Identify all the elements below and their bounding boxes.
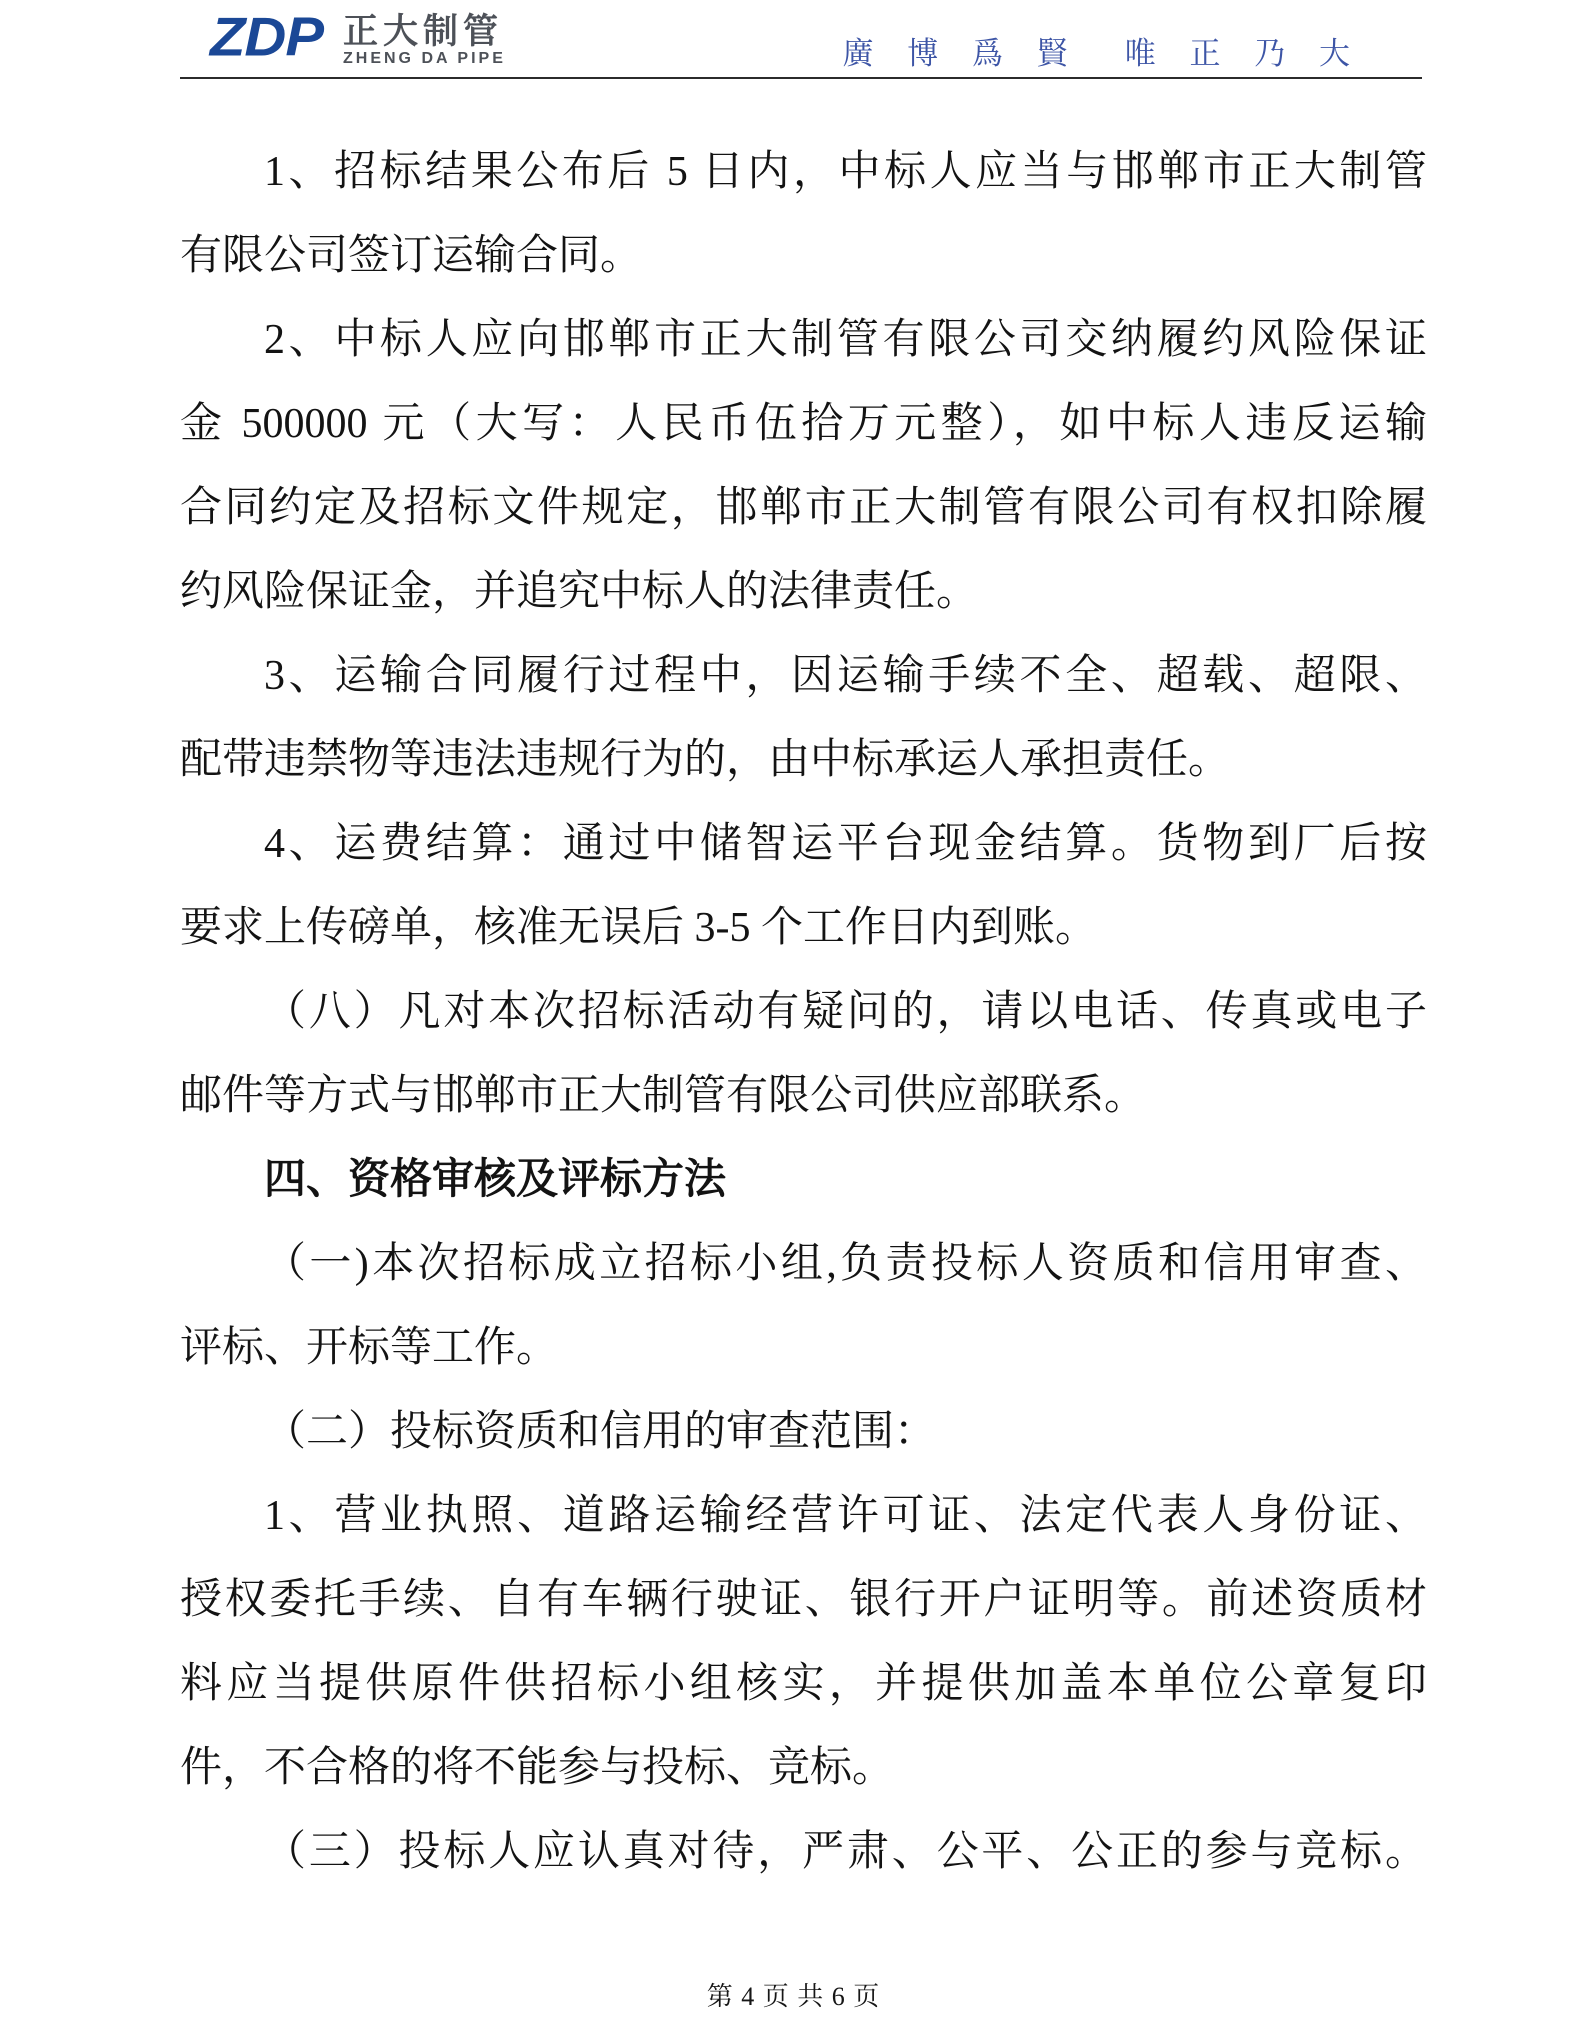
para-2-performance-deposit — [180, 298, 1427, 634]
text-line: 评标、开标等工作。 — [180, 1325, 559, 1371]
header-divider — [180, 77, 1422, 79]
text-line: 有限公司签订运输合同。 — [180, 233, 643, 279]
text-line: （一)本次招标成立招标小组,负责投标人资质和信用审查、 — [264, 1241, 1427, 1287]
document-body — [180, 130, 1427, 1894]
zdp-logo-mark: ZDP — [210, 6, 323, 69]
company-motto: 廣 博 爲 賢 唯 正 乃 大 — [842, 36, 1363, 71]
para-4-2-review-scope — [180, 1390, 1427, 1474]
para-3-transport-liability — [180, 634, 1427, 802]
company-name-english: ZHENG DA PIPE — [343, 50, 506, 67]
para-4-2-1-required-documents — [180, 1474, 1427, 1810]
text-line: 约风险保证金，并追究中标人的法律责任。 — [180, 569, 979, 615]
company-logo — [210, 6, 506, 69]
text-line: 1、招标结果公布后 5 日内，中标人应当与邯郸市正大制管 — [264, 149, 1427, 195]
text-line: 金 500000 元（大写：人民币伍拾万元整），如中标人违反运输 — [180, 401, 1427, 447]
para-4-3-bidder-conduct — [180, 1810, 1427, 1894]
para-8-contact-info — [180, 970, 1427, 1138]
logo-names — [343, 12, 506, 68]
text-line: 2、中标人应向邯郸市正大制管有限公司交纳履约风险保证 — [264, 317, 1427, 363]
para-4-1-bid-committee — [180, 1222, 1427, 1390]
company-name-chinese: 正大制管 — [343, 12, 504, 51]
text-line: 四、资格审核及评标方法 — [264, 1157, 727, 1203]
text-line: 邮件等方式与邯郸市正大制管有限公司供应部联系。 — [180, 1073, 1147, 1119]
text-line: （三）投标人应认真对待，严肃、公平、公正的参与竞标。 — [264, 1829, 1427, 1875]
page-number: 第 4 页 共 6 页 — [706, 1982, 881, 2011]
text-line: 合同约定及招标文件规定，邯郸市正大制管有限公司有权扣除履 — [180, 485, 1427, 531]
heading-section-4-qualification-review — [180, 1138, 1427, 1222]
para-1-contract-signing — [180, 130, 1427, 298]
text-line: 要求上传磅单，核准无误后 3-5 个工作日内到账。 — [180, 905, 1097, 951]
text-line: 件，不合格的将不能参与投标、竞标。 — [180, 1745, 895, 1791]
text-line: 1、营业执照、道路运输经营许可证、法定代表人身份证、 — [264, 1493, 1427, 1539]
text-line: （八）凡对本次招标活动有疑问的，请以电话、传真或电子 — [264, 989, 1427, 1035]
text-line: 配带违禁物等违法违规行为的，由中标承运人承担责任。 — [180, 737, 1231, 783]
para-4-freight-settlement — [180, 802, 1427, 970]
text-line: （二）投标资质和信用的审查范围： — [264, 1409, 937, 1455]
text-line: 料应当提供原件供招标小组核实，并提供加盖本单位公章复印 — [180, 1661, 1427, 1707]
text-line: 3、运输合同履行过程中，因运输手续不全、超载、超限、 — [264, 653, 1427, 699]
text-line: 授权委托手续、自有车辆行驶证、银行开户证明等。前述资质材 — [180, 1577, 1427, 1623]
text-line: 4、运费结算：通过中储智运平台现金结算。货物到厂后按 — [264, 821, 1427, 867]
